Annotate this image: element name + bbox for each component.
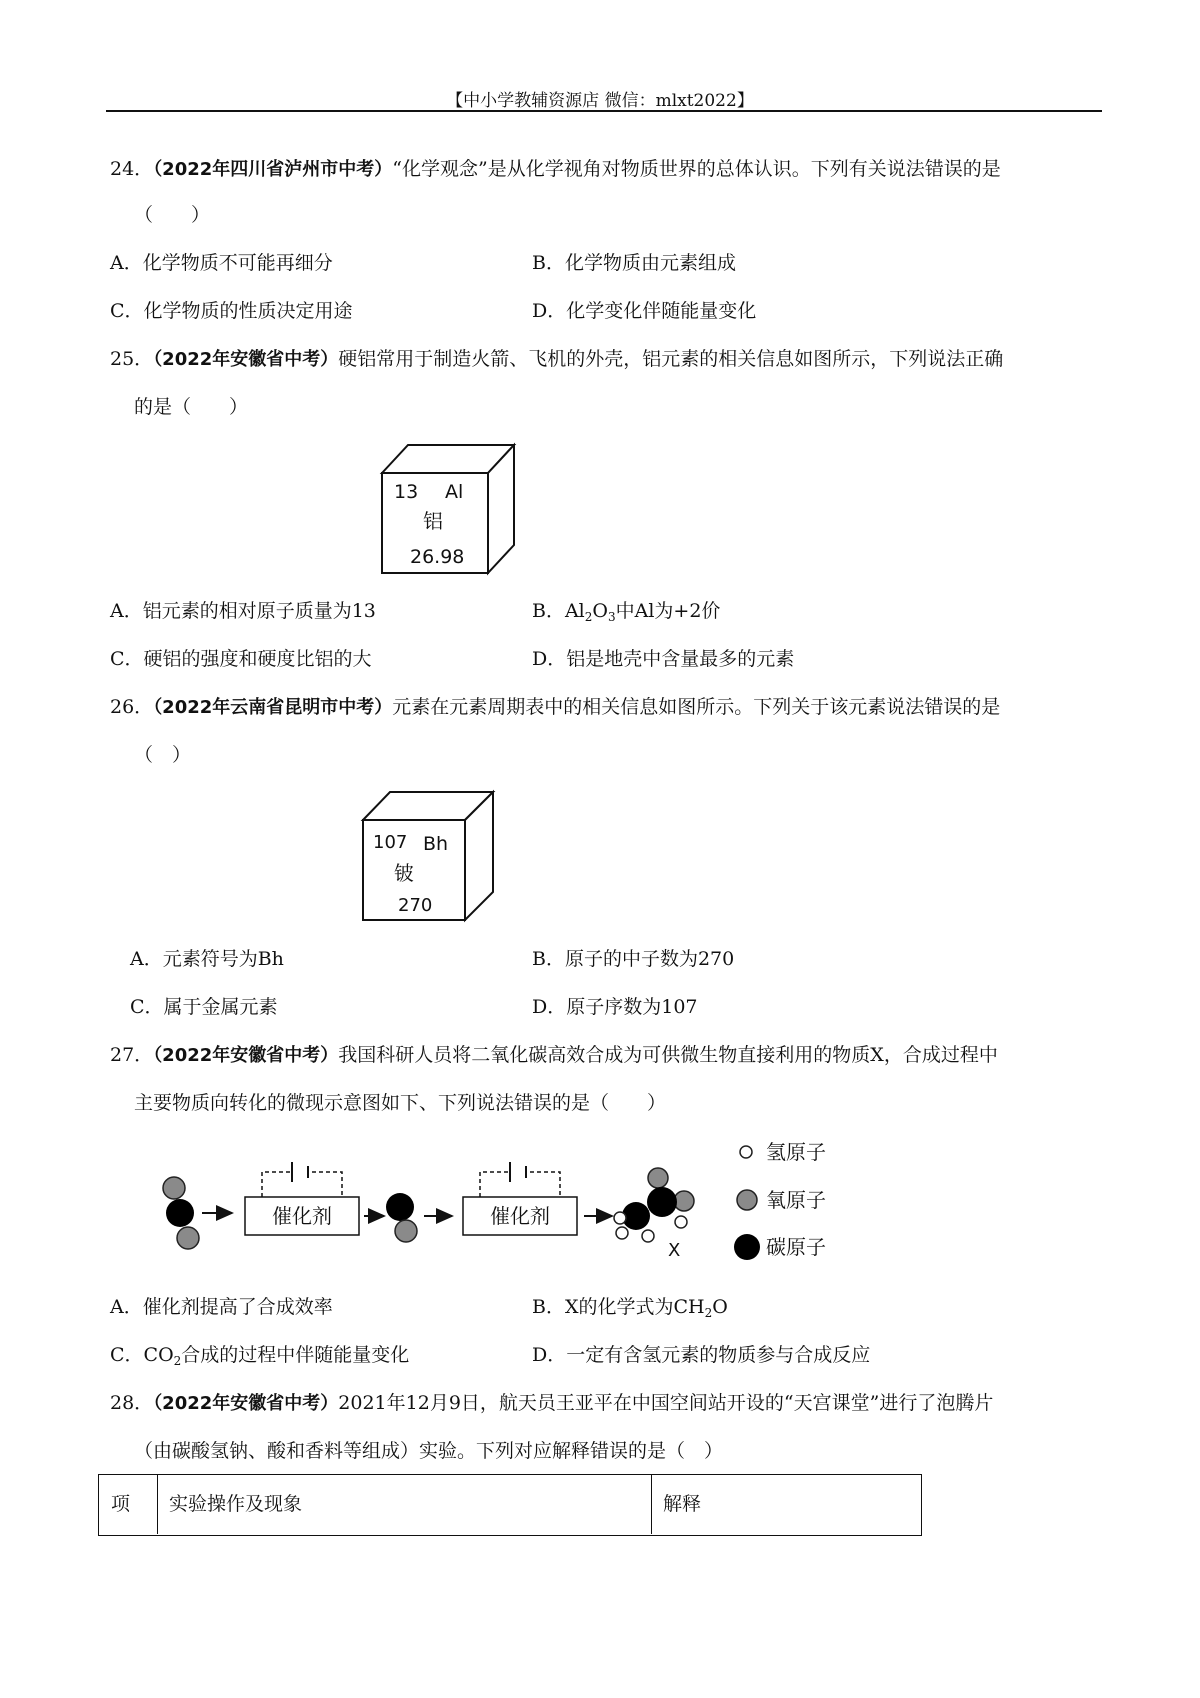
reaction-diagram [150, 1130, 870, 1276]
question-source: （2022年四川省泸州市中考） [153, 159, 393, 180]
q25-option-b: B．$Al_2O_3$中Al为+2价 [532, 600, 721, 624]
question-text: 元素在元素周期表中的相关信息如图所示。下列关于该元素说法错误的是 [392, 696, 1001, 718]
page-header: 【中小学教辅资源店 微信：mlxt2022】 [446, 91, 754, 111]
atom-legend [734, 1140, 826, 1260]
header-rule [106, 110, 1102, 112]
catalyst-label: 催化剂 [490, 1204, 550, 1228]
question-24-stem [110, 156, 1001, 183]
atomic-mass: 26.98 [410, 546, 465, 568]
question-text: 2021年12月9日，航天员王亚平在中国空间站开设的“天宫课堂”进行了泡腾片 [338, 1392, 994, 1414]
q24-option-d: D．化学变化伴随能量变化 [532, 300, 757, 322]
co2-molecule [163, 1177, 199, 1249]
catalyst-box-1 [245, 1162, 359, 1235]
question-26-stem-cont: （ ） [134, 744, 192, 766]
question-28-stem-cont: （由碳酸氢钠、酸和香料等组成）实验。下列对应解释错误的是（ ） [134, 1440, 724, 1462]
co-molecule [386, 1193, 417, 1242]
table-header-explanation: 解释 [663, 1493, 702, 1515]
q26-option-c: C．属于金属元素 [130, 996, 278, 1018]
question-27-stem [110, 1042, 998, 1069]
aluminum-element-cube [375, 440, 525, 580]
element-symbol: Al [445, 481, 464, 503]
q27-option-d: D．一定有含氢元素的物质参与合成反应 [532, 1344, 871, 1366]
atomic-number: 13 [394, 481, 419, 503]
q26-option-d: D．原子序数为107 [532, 996, 698, 1018]
question-number: 25． [110, 348, 154, 370]
question-text: “化学观念”是从化学视角对物质世界的总体认识。下列有关说法错误的是 [392, 158, 1001, 180]
question-number: 27． [110, 1044, 154, 1066]
carbon-atom-icon [734, 1234, 760, 1260]
atomic-number: 107 [373, 832, 408, 853]
question-source: （2022年安徽省中考） [153, 1045, 339, 1066]
legend-hydrogen: 氢原子 [766, 1140, 826, 1164]
q25-option-a: A．铝元素的相对原子质量为13 [110, 600, 376, 622]
q26-option-b: B．原子的中子数为270 [532, 948, 735, 970]
table-header-operation: 实验操作及现象 [169, 1493, 303, 1515]
question-number: 26． [110, 696, 154, 718]
q24-option-c: C．化学物质的性质决定用途 [110, 300, 353, 322]
bohrium-element-cube [358, 788, 498, 926]
legend-carbon: 碳原子 [766, 1235, 826, 1259]
table-header-item: 项 [111, 1493, 131, 1515]
q24-option-b: B．化学物质由元素组成 [532, 252, 736, 274]
element-name: 铝 [423, 509, 443, 533]
q27-option-b: B．X的化学式为$CH_2O$ [532, 1296, 728, 1320]
catalyst-box-2 [463, 1162, 577, 1235]
hydrogen-atom-icon [740, 1146, 752, 1158]
question-28-stem [110, 1390, 993, 1417]
catalyst-label: 催化剂 [272, 1204, 332, 1228]
question-26-stem [110, 694, 1000, 721]
q24-option-a: A．化学物质不可能再细分 [110, 252, 333, 274]
table-divider [651, 1475, 652, 1534]
question-source: （2022年安徽省中考） [153, 349, 339, 370]
q27-option-c: C．$CO_2$合成的过程中伴随能量变化 [110, 1344, 410, 1368]
table-divider [157, 1475, 158, 1534]
element-name: 铍 [394, 861, 414, 885]
q25-option-c: C．硬铝的强度和硬度比铝的大 [110, 648, 372, 670]
atomic-mass: 270 [398, 895, 433, 916]
question-25-stem-cont: 的是（ ） [134, 396, 249, 418]
oxygen-atom-icon [737, 1190, 757, 1210]
q27-option-a: A．催化剂提高了合成效率 [110, 1296, 333, 1318]
legend-oxygen: 氧原子 [766, 1188, 826, 1212]
question-25-stem [110, 346, 1003, 373]
experiment-table [98, 1474, 922, 1536]
question-source: （2022年云南省昆明市中考） [153, 697, 393, 718]
question-source: （2022年安徽省中考） [153, 1393, 339, 1414]
question-24-stem-cont: （ ） [134, 204, 211, 226]
element-symbol: Bh [423, 833, 449, 855]
question-number: 24． [110, 158, 154, 180]
question-27-stem-cont: 主要物质向转化的微现示意图如下、下列说法错误的是（ ） [134, 1092, 667, 1114]
question-text: 硬铝常用于制造火箭、飞机的外壳，铝元素的相关信息如图所示，下列说法正确 [338, 348, 1004, 370]
product-x-molecule [614, 1168, 694, 1261]
q25-option-d: D．铝是地壳中含量最多的元素 [532, 648, 795, 670]
product-label: X [668, 1240, 681, 1261]
question-text: 我国科研人员将二氧化碳高效合成为可供微生物直接利用的物质X，合成过程中 [338, 1044, 998, 1066]
question-number: 28． [110, 1392, 154, 1414]
q26-option-a: A．元素符号为Bh [130, 948, 284, 970]
